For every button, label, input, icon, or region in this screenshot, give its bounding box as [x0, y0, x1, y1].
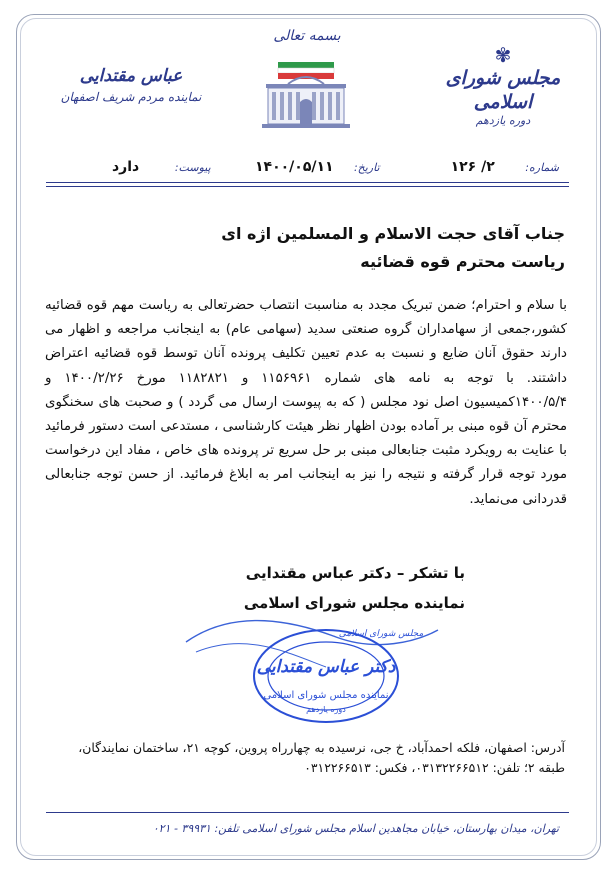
attach-label: پیوست: [174, 161, 211, 174]
salutation-title: ریاست محترم قوه قضائیه [360, 252, 565, 271]
date-label: تاریخ: [353, 161, 380, 174]
official-stamp-icon [176, 612, 446, 732]
attach-value: دارد [112, 159, 140, 175]
footer-divider [46, 812, 569, 813]
emblem-text: بسمه تعالی [273, 28, 341, 44]
parliament-brand [443, 44, 563, 144]
header-divider [46, 182, 569, 183]
stamp-sub-text: دوره یازدهم [306, 705, 346, 714]
letter-date [255, 156, 380, 176]
letter-attachment [112, 156, 211, 176]
emblem-icon: ✾ [494, 43, 512, 67]
letterhead [0, 0, 615, 190]
signature-title: نماینده مجلس شورای اسلامی [243, 594, 465, 612]
number-value: ۲/ ۱۲۶ [450, 159, 495, 175]
date-value: ۱۴۰۰/۰۵/۱۱ [255, 159, 334, 175]
stamp-ring-text: نماینده مجلس شورای اسلامی [263, 690, 389, 701]
brand-subtitle: دوره یازدهم [475, 114, 531, 127]
stamp-and-signature [176, 612, 446, 732]
address-line-2: طبقه ۲؛ تلفن: ۰۳۱۳۲۲۶۶۵۱۲، فکس: ۰۳۱۲۲۶۶۵۱۳ [304, 760, 565, 775]
salutation-recipient: جناب آقای حجت الاسلام و المسلمین اژه ای [221, 224, 565, 243]
header-divider-2 [46, 186, 569, 187]
brand-title: مجلس شورای اسلامی [445, 67, 561, 113]
footer-contact: تهران، میدان بهارستان، خیابان مجاهدین اسلام مجلس شورای اسلامی تلفن: ۳۹۹۳۱ - ۰۲۱ [152, 822, 559, 835]
number-label: شماره: [525, 161, 559, 174]
signature-block [165, 558, 465, 618]
letter-body: با سلام و احترام؛ ضمن تبریک مجدد به مناسبت انتصاب حضرتعالی به ریاست مهم قوه قضائیه کشور،جمعی از سهامداران گروه صنعتی سدید (سهامی عام) به اینجانب مراجعه و اظهار می دارند حقوق آنان ضایع و نسبت به عدم تعیین تکلیف پرونده آنان توسط قوه قضائیه اعتراض داشتند. با توجه به نامه های شماره ۱۱۵۶۹۶۱ و ۱۱۸۲۸۲۱ مورخ ۱۴۰۰/۲/۲۶ و ۱۴۰۰/۵/۴کمیسیون اصل نود مجلس ( که به پیوست ارسال می گردد ) و صحبت های سخنگوی محترم آن قوه مبنی بر آماده بودن اظهار نظر هیئت کارشناسی ، مستدعی است دستور فرمائید با عنایت به رویکرد مثبت جنابعالی مبنی بر حل سریع تر پرونده های خاص ، مفاد این درخواست مورد توجه قرار گرفته و نتیجه را نیز به اینجانب امر به ابلاغ فرمائید. از حسن توجه جنابعالی قدردانی می‌نماید. [45, 298, 568, 507]
address-line-1: آدرس: اصفهان، فلکه احمدآباد، خ جی، نرسیده به چهارراه پروین، کوچه ۲۱، ساختمان نمایندگان، [78, 740, 565, 755]
parliament-building-icon [258, 54, 354, 132]
representative-block [56, 66, 206, 104]
address-block [45, 738, 565, 778]
salutation [45, 220, 565, 276]
representative-name: عباس مقتدایی [79, 66, 183, 86]
stamp-name: دکتر عباس مقتدایی [256, 657, 396, 677]
stamp-top-text: مجلس شورای اسلامی [338, 629, 424, 639]
signature-name: با تشکر – دکتر عباس مقتدایی [245, 564, 465, 582]
letter-number [451, 156, 559, 176]
representative-role: نماینده مردم شریف اصفهان [60, 90, 202, 104]
